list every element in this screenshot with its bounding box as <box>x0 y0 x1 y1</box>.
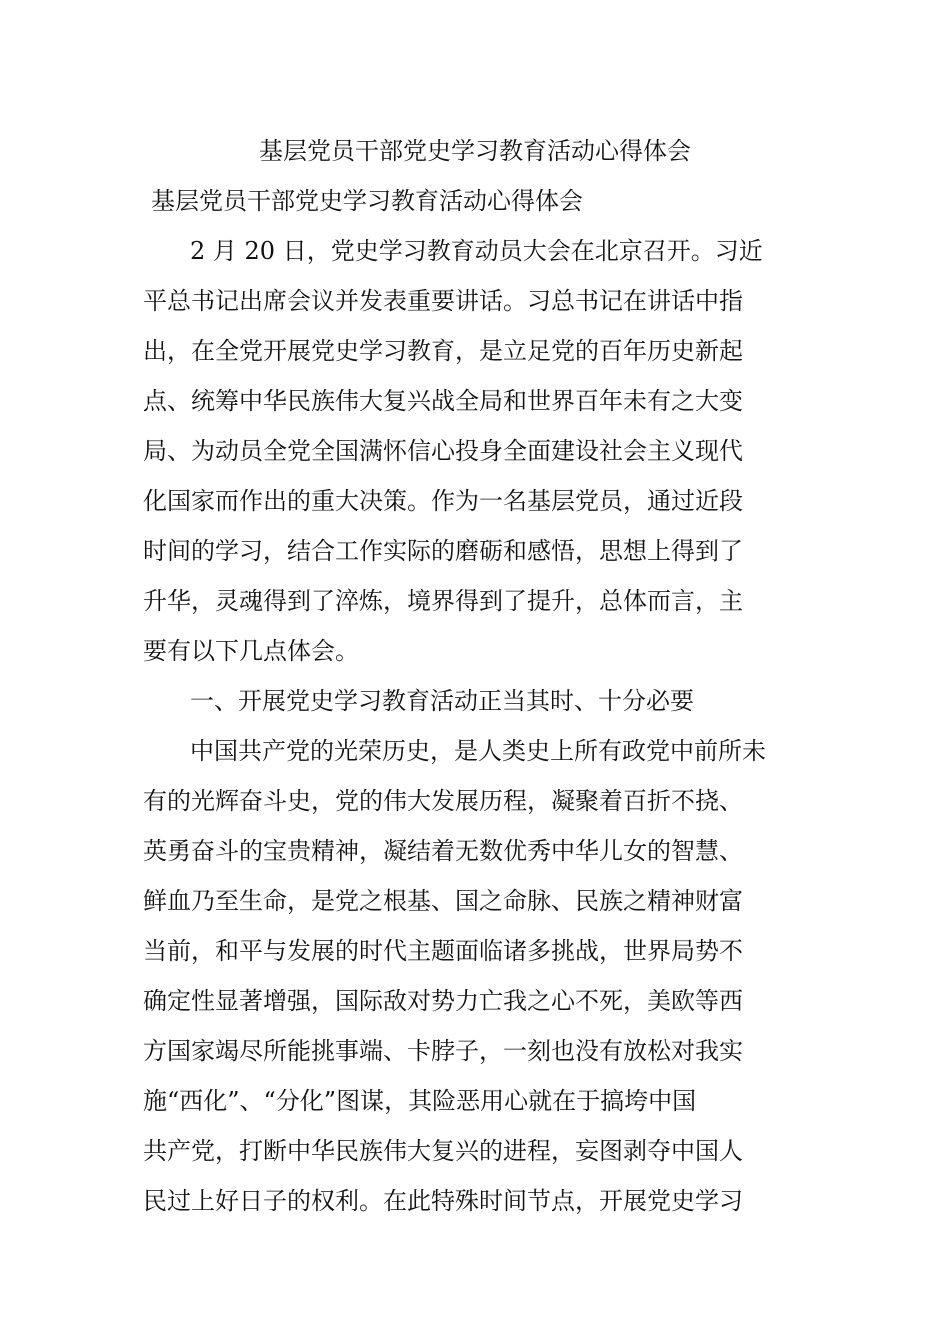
paragraph-line: 升华，灵魂得到了淬炼，境界得到了提升，总体而言，主 <box>143 587 743 615</box>
paragraph-line: 共产党，打断中华民族伟大复兴的进程，妄图剥夺中国人 <box>143 1137 743 1165</box>
paragraph-line: 方国家竭尽所能挑事端、卡脖子，一刻也没有放松对我实 <box>143 1037 743 1065</box>
paragraph-line: 点、统筹中华民族伟大复兴战全局和世界百年未有之大变 <box>143 387 743 415</box>
paragraph-line: 时间的学习，结合工作实际的磨砺和感悟，思想上得到了 <box>143 537 743 565</box>
paragraph-line: 要有以下几点体会。 <box>143 637 359 665</box>
paragraph-line: 确定性显著增强，国际敌对势力亡我之心不死，美欧等西 <box>143 987 743 1015</box>
document-title: 基层党员干部党史学习教育活动心得体会 <box>259 137 691 165</box>
document-subtitle: 基层党员干部党史学习教育活动心得体会 <box>151 187 583 215</box>
paragraph-line: 有的光辉奋斗史，党的伟大发展历程，凝聚着百折不挠、 <box>143 787 743 815</box>
paragraph-line: 2 月 20 日，党史学习教育动员大会在北京召开。习近 <box>190 237 763 265</box>
paragraph-line: 英勇奋斗的宝贵精神，凝结着无数优秀中华儿女的智慧、 <box>143 837 743 865</box>
paragraph-line: 民过上好日子的权利。在此特殊时间节点，开展党史学习 <box>143 1187 743 1215</box>
section-heading: 一、开展党史学习教育活动正当其时、十分必要 <box>190 687 694 715</box>
paragraph-line: 化国家而作出的重大决策。作为一名基层党员，通过近段 <box>143 487 743 515</box>
paragraph-line: 平总书记出席会议并发表重要讲话。习总书记在讲话中指 <box>143 287 743 315</box>
paragraph-line: 中国共产党的光荣历史，是人类史上所有政党中前所未 <box>190 737 766 765</box>
paragraph-line: 当前，和平与发展的时代主题面临诸多挑战，世界局势不 <box>143 937 743 965</box>
paragraph-line: 局、为动员全党全国满怀信心投身全面建设社会主义现代 <box>143 437 743 465</box>
paragraph-line: 施“西化”、“分化”图谋，其险恶用心就在于搞垮中国 <box>143 1087 697 1115</box>
paragraph-line: 鲜血乃至生命，是党之根基、国之命脉、民族之精神财富 <box>143 887 743 915</box>
paragraph-line: 出，在全党开展党史学习教育，是立足党的百年历史新起 <box>143 337 743 365</box>
